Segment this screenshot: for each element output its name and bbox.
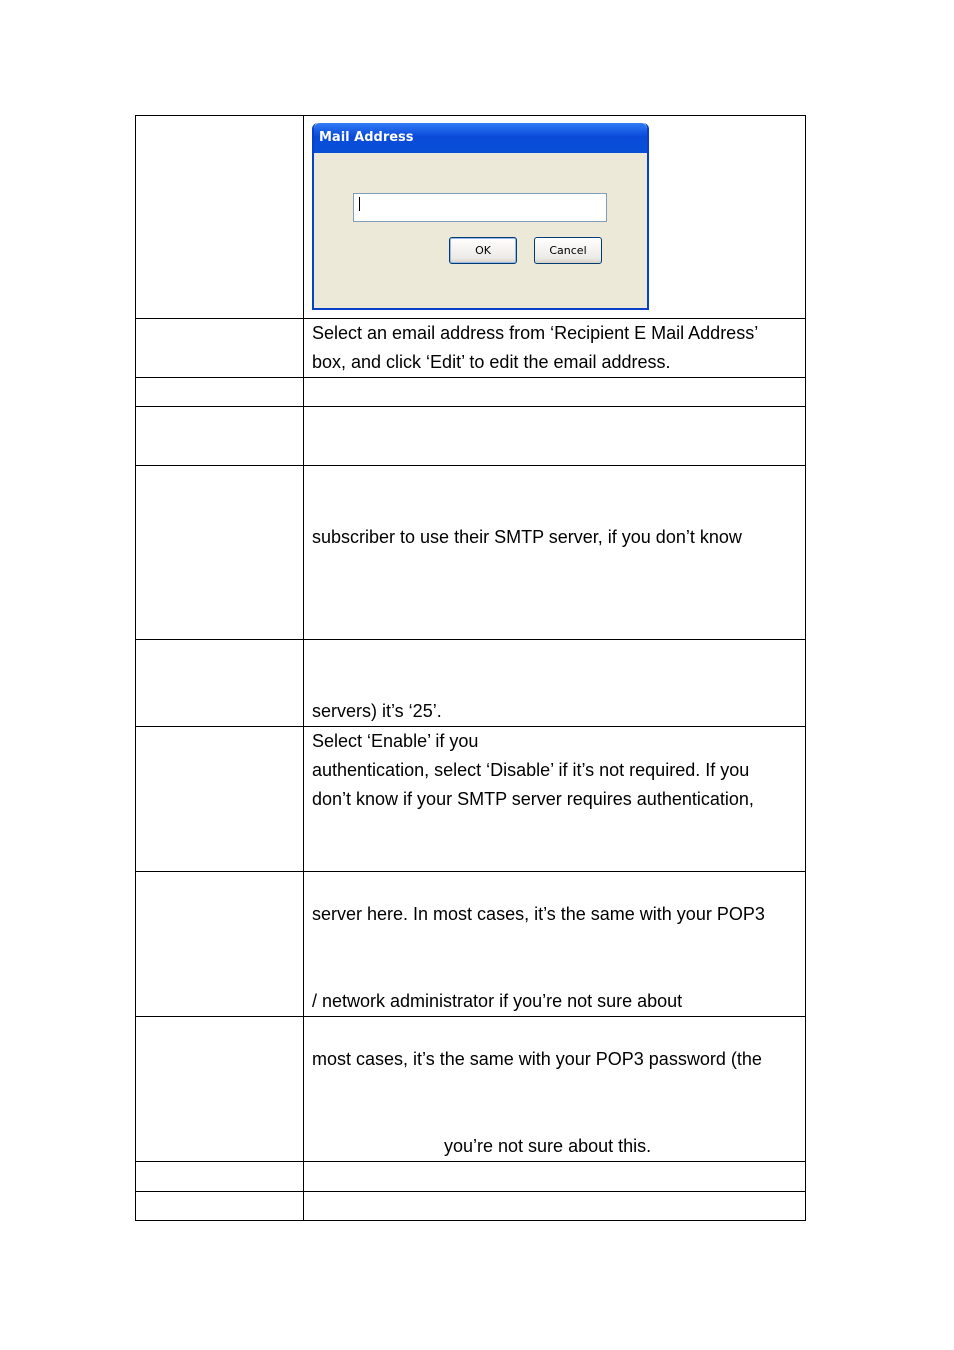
text-caret bbox=[359, 197, 360, 211]
label-cell bbox=[136, 1192, 304, 1221]
table-row bbox=[136, 727, 806, 872]
description-text: Select ‘Enable’ if you bbox=[312, 731, 479, 751]
mail-address-dialog bbox=[312, 123, 649, 310]
label-cell bbox=[136, 1162, 304, 1192]
settings-table bbox=[135, 115, 806, 1221]
description-text: authentication, select ‘Disable’ if it’s not required. If you bbox=[312, 760, 750, 780]
table-row bbox=[136, 378, 806, 407]
label-cell bbox=[136, 1017, 304, 1162]
description-text: most cases, it’s the same with your POP3 password (the bbox=[312, 1049, 762, 1069]
description-cell bbox=[304, 466, 806, 640]
table-row bbox=[136, 640, 806, 727]
description-cell bbox=[304, 378, 806, 407]
description-cell bbox=[304, 116, 806, 319]
table-row bbox=[136, 872, 806, 1017]
description-text: servers) it’s ‘25’. bbox=[312, 701, 442, 721]
label-cell bbox=[136, 727, 304, 872]
description-text: Select an email address from ‘Recipient E Mail Address’ bbox=[312, 323, 759, 343]
table-row bbox=[136, 1017, 806, 1162]
description-cell bbox=[304, 407, 806, 466]
cancel-button[interactable]: Cancel bbox=[534, 237, 602, 264]
description-text: server here. In most cases, it’s the same with your POP3 bbox=[312, 904, 765, 924]
description-cell bbox=[304, 1017, 806, 1162]
label-cell bbox=[136, 407, 304, 466]
description-text: you’re not sure about this. bbox=[444, 1136, 652, 1156]
label-cell bbox=[136, 872, 304, 1017]
label-cell bbox=[136, 319, 304, 378]
description-cell bbox=[304, 319, 806, 378]
table-row bbox=[136, 319, 806, 378]
label-cell bbox=[136, 640, 304, 727]
label-cell bbox=[136, 378, 304, 407]
description-cell bbox=[304, 727, 806, 872]
description-text: subscriber to use their SMTP server, if you don’t know bbox=[312, 527, 742, 547]
label-cell bbox=[136, 116, 304, 319]
label-cell bbox=[136, 466, 304, 640]
table-row bbox=[136, 466, 806, 640]
ok-button[interactable]: OK bbox=[449, 237, 517, 264]
description-text: box, and click ‘Edit’ to edit the email address. bbox=[312, 352, 671, 372]
table-row bbox=[136, 1162, 806, 1192]
description-cell bbox=[304, 872, 806, 1017]
table-row bbox=[136, 407, 806, 466]
description-cell bbox=[304, 640, 806, 727]
mail-address-input[interactable] bbox=[353, 193, 607, 222]
description-text: / network administrator if you’re not sure about bbox=[312, 991, 683, 1011]
description-text: don’t know if your SMTP server requires authentication, bbox=[312, 789, 754, 809]
dialog-title: Mail Address bbox=[314, 123, 647, 153]
description-cell bbox=[304, 1192, 806, 1221]
table-row bbox=[136, 1192, 806, 1221]
description-cell bbox=[304, 1162, 806, 1192]
table-row bbox=[136, 116, 806, 319]
